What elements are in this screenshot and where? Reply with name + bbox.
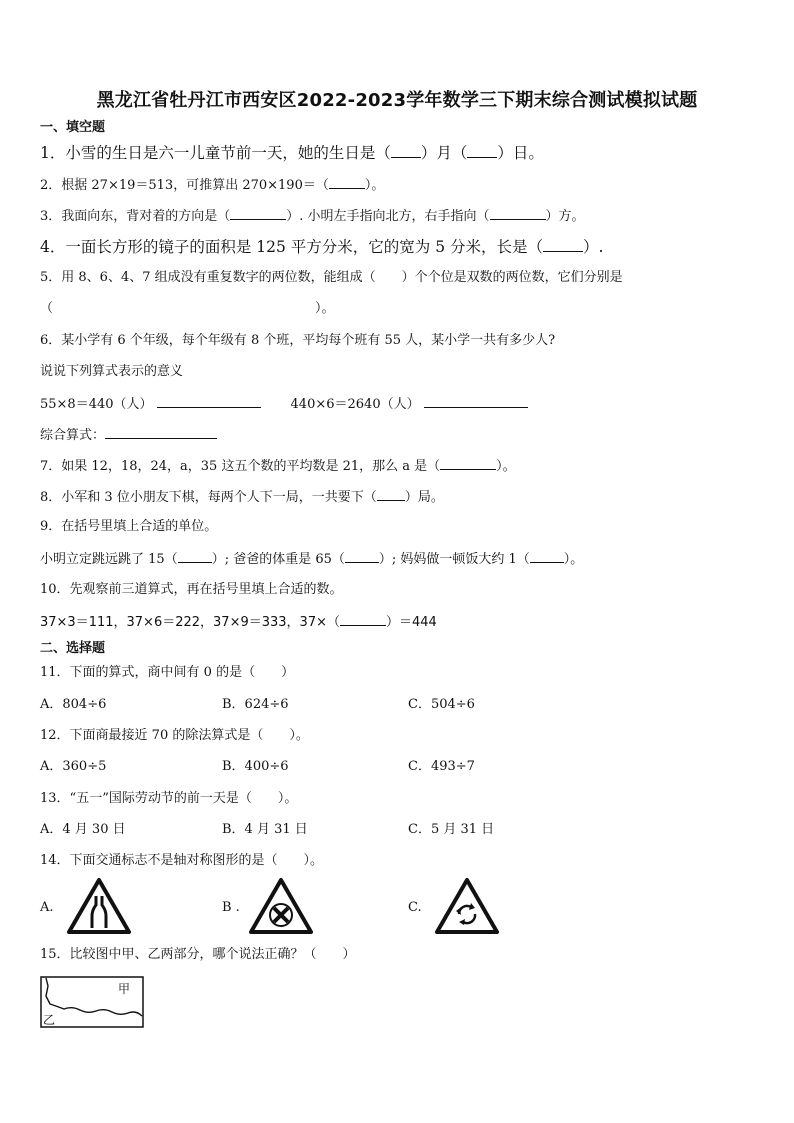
road-narrows-sign-icon [67, 878, 131, 934]
q13-option-c[interactable]: C．5 月 31 日 [408, 822, 495, 837]
cross-sign-icon [249, 878, 313, 934]
question-10-equations: 37×3＝111，37×6＝222，37×9＝333，37×（ ）＝444 [40, 611, 437, 633]
question-6-instruction: 说说下列算式表示的意义 [40, 364, 184, 379]
question-9: 9．在括号里填上合适的单位。 [40, 519, 218, 534]
region-yi-label: 乙 [43, 1013, 56, 1027]
question-3: 3．我面向东，背对着的方向是（ ）. 小明左手指向北方，右手指向（ ）方。 [40, 205, 585, 227]
answer-line[interactable] [157, 393, 261, 408]
q11-option-a[interactable]: A．804÷6 [40, 697, 107, 712]
q12-option-c[interactable]: C．493÷7 [408, 759, 475, 774]
question-15: 15．比较图中甲、乙两部分，哪个说法正确？（ ） [40, 947, 356, 962]
answer-blank[interactable] [345, 548, 379, 563]
q12-option-a[interactable]: A．360÷5 [40, 759, 107, 774]
roundabout-sign-icon [435, 878, 499, 934]
question-12: 12．下面商最接近 70 的除法算式是（ ）。 [40, 728, 309, 743]
q14-option-c[interactable]: C. [408, 900, 422, 915]
q14-option-a[interactable]: A. [40, 900, 54, 915]
q12-option-b[interactable]: B．400÷6 [222, 759, 289, 774]
question-6-expressions: 55×8＝440（人） 440×6＝2640（人） [40, 393, 528, 415]
question-6: 6．某小学有 6 个年级，每个年级有 8 个班，平均每个班有 55 人，某小学一共有多少人? [40, 333, 556, 348]
answer-blank[interactable] [178, 548, 212, 563]
question-7: 7．如果 12，18，24，a，35 这五个数的平均数是 21，那么 a 是（ ）。 [40, 455, 516, 477]
question-2: 2．根据 27×19＝513，可推算出 270×190＝（ ）。 [40, 174, 384, 196]
answer-blank[interactable] [490, 205, 546, 220]
q14-option-b[interactable]: B . [222, 900, 240, 915]
question-6-combined: 综合算式： [40, 424, 217, 446]
answer-blank[interactable] [329, 174, 365, 189]
question-4: 4．一面长方形的镜子的面积是 125 平方分米，它的宽为 5 分米，长是（ ）. [40, 238, 604, 256]
region-comparison-figure [40, 976, 144, 1028]
question-14: 14．下面交通标志不是轴对称图形的是（ ）。 [40, 853, 324, 868]
answer-line[interactable] [105, 424, 217, 439]
q11-option-c[interactable]: C．504÷6 [408, 697, 475, 712]
answer-blank[interactable] [530, 548, 564, 563]
q11-option-b[interactable]: B．624÷6 [222, 697, 289, 712]
section-heading-fill-blank: 一、填空题 [40, 120, 106, 135]
question-1: 1．小雪的生日是六一儿童节前一天，她的生日是（ ）月（ ）日。 [40, 144, 544, 162]
question-11: 11．下面的算式，商中间有 0 的是（ ） [40, 665, 295, 680]
q13-option-b[interactable]: B．4 月 31 日 [222, 822, 308, 837]
answer-blank[interactable] [440, 455, 496, 470]
question-10: 10．先观察前三道算式，再在括号里填上合适的数。 [40, 582, 343, 597]
section-heading-choice: 二、选择题 [40, 641, 106, 656]
question-8: 8．小军和 3 位小朋友下棋，每两个人下一局，一共要下（ ）局。 [40, 486, 444, 508]
q13-option-a[interactable]: A．4 月 30 日 [40, 822, 126, 837]
answer-blank[interactable] [391, 143, 421, 158]
question-9-items: 小明立定跳远跳了 15（ ）; 爸爸的体重是 65（ ）; 妈妈做一顿饭大约 1（ ）。 [40, 548, 583, 570]
answer-blank[interactable] [340, 611, 386, 626]
question-13: 13．“五一”国际劳动节的前一天是（ ）。 [40, 791, 298, 806]
region-jia-label: 甲 [118, 982, 131, 996]
answer-line[interactable] [424, 393, 528, 408]
answer-blank[interactable] [467, 143, 497, 158]
answer-blank[interactable] [377, 486, 405, 501]
question-5-answer: （ ）。 [40, 301, 335, 316]
question-5: 5．用 8、6、4、7 组成没有重复数字的两位数，能组成（ ）个个位是双数的两位数，它们分别是 [40, 270, 623, 285]
page-title: 黑龙江省牡丹江市西安区2022-2023学年数学三下期末综合测试模拟试题 [96, 90, 698, 111]
answer-blank[interactable] [230, 205, 286, 220]
answer-blank[interactable] [543, 237, 583, 252]
